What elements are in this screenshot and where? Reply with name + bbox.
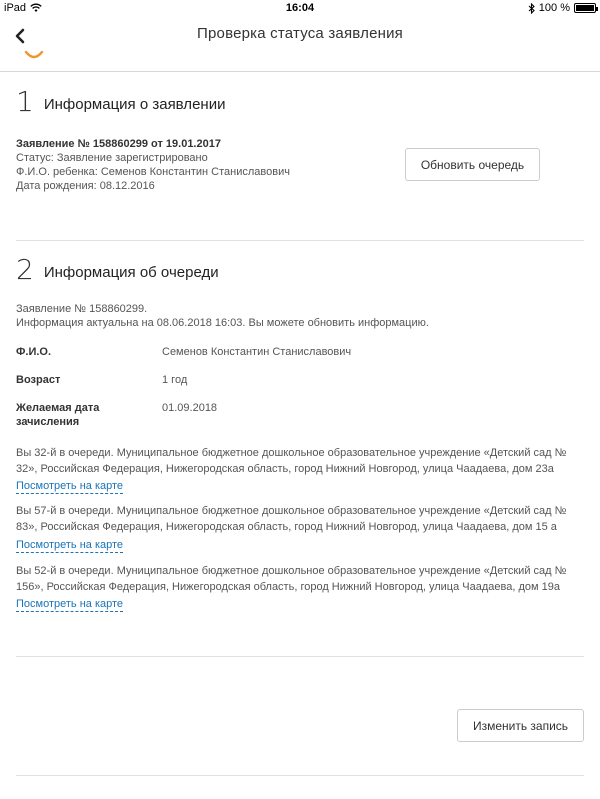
view-on-map-link[interactable]: Посмотреть на карте [16,598,124,610]
section-2-number: 2 [16,253,34,286]
queue-item-line: Вы 52-й в очереди. Муниципальное бюджетное дошкольное образовательное учреждение «Детский сад № [16,565,567,577]
section-2-title: Информация об очереди [43,264,219,281]
bluetooth-icon [528,3,535,14]
status-bar [0,0,600,16]
refresh-queue-button[interactable]: Обновить очередь [405,148,540,181]
section-divider [16,656,584,657]
field-value-name: Семенов Константин Станиславович [162,346,352,358]
application-info [16,137,290,193]
edit-record-button[interactable]: Изменить запись [457,709,584,742]
battery-fill [576,5,594,11]
nav-bar [0,16,600,72]
field-label-age: Возраст [16,374,61,386]
queue-intro [16,302,429,330]
queue-item [16,563,586,595]
queue-item [16,445,586,477]
birth-date: Дата рождения: 08.12.2016 [16,180,155,192]
field-label-desired-date: Желаемая дата зачисления [16,402,100,428]
view-on-map-link[interactable]: Посмотреть на карте [16,539,124,551]
queue-item [16,503,586,535]
queue-item-line: Вы 32-й в очереди. Муниципальное бюджетное дошкольное образовательное учреждение «Детский сад № [16,447,567,459]
queue-item-line: 32», Российская Федерация, Нижегородская область, город Нижний Новгород, улица Чаадаева, дом 23а [16,463,554,475]
queue-item-line: 83», Российская Федерация, Нижегородская область, город Нижний Новгород, улица Чаадаева, дом 15 а [16,521,557,533]
queue-item-line: Вы 57-й в очереди. Муниципальное бюджетное дошкольное образовательное учреждение «Детский сад № [16,505,567,517]
logo-arc-icon [24,50,44,62]
section-1-header [16,85,226,118]
application-number: Заявление № 158860299 от 19.01.2017 [16,138,221,150]
section-1-number: 1 [16,85,34,118]
status-right [528,2,596,14]
application-status: Статус: Заявление зарегистрировано [16,152,208,164]
section-divider [16,240,584,241]
view-on-map-link[interactable]: Посмотреть на карте [16,480,124,492]
status-time: 16:04 [285,2,315,14]
field-value-age: 1 год [162,374,188,386]
queue-item-line: 156», Российская Федерация, Нижегородская область, город Нижний Новгород, улица Чаадаева, дом 19а [16,581,560,593]
section-1-title: Информация о заявлении [43,96,226,113]
section-2-header [16,253,219,286]
battery-icon [574,3,596,13]
page-title: Проверка статуса заявления [197,25,403,42]
battery-percent: 100 % [538,2,570,14]
queue-info-date: Информация актуальна на 08.06.2018 16:03. Вы можете обновить информацию. [16,317,429,329]
field-label-name: Ф.И.О. [16,346,52,358]
bottom-divider [16,775,584,776]
field-value-desired-date: 01.09.2018 [162,402,218,414]
child-name: Ф.И.О. ребенка: Семенов Константин Станиславович [16,166,290,178]
device-label: iPad [4,2,27,14]
queue-application-number: Заявление № 158860299. [16,303,148,315]
